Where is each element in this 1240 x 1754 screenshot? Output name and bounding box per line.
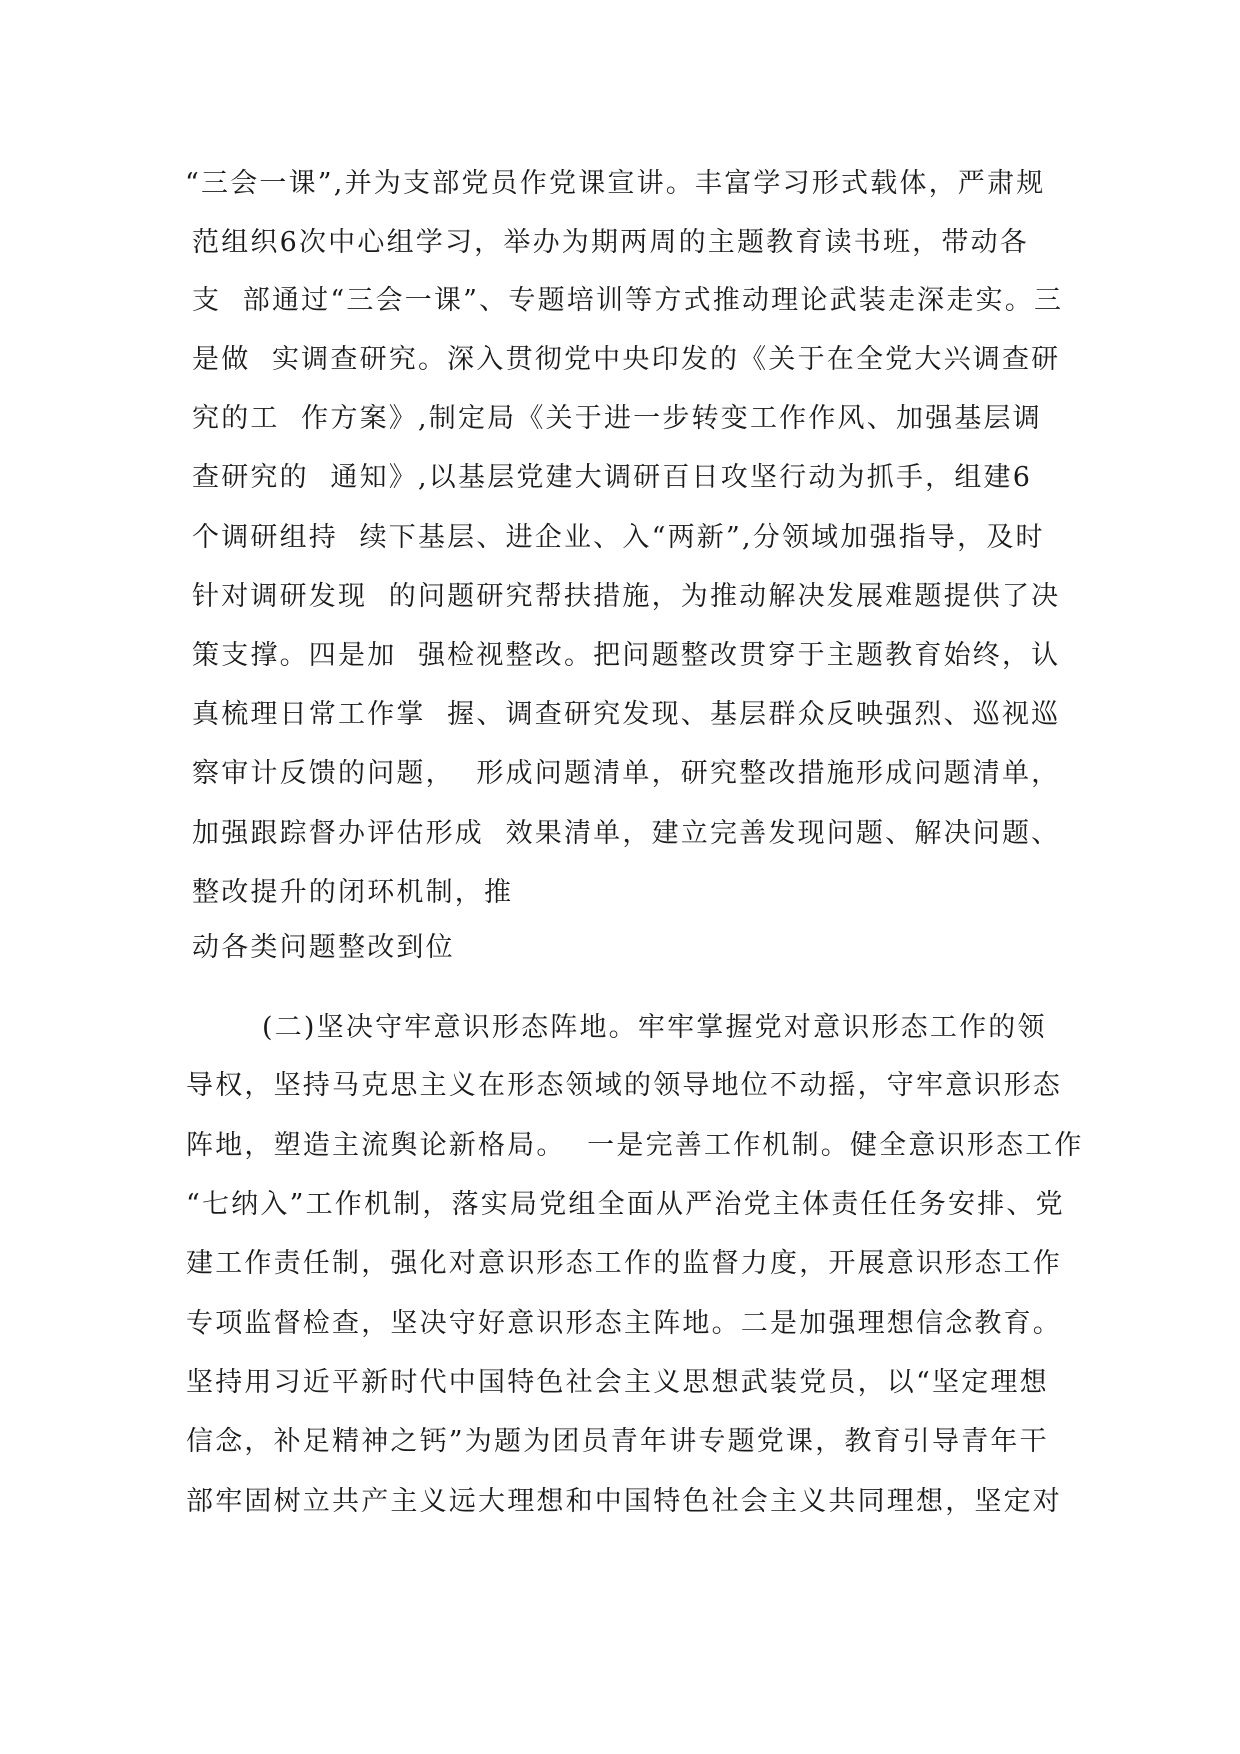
text-line: 建工作责任制，强化对意识形态工作的监督力度，开展意识形态工作	[186, 1248, 1062, 1279]
text-line: 是做 实调查研究。深入贯彻党中央印发的《关于在全党大兴调查研	[192, 344, 1061, 375]
text-line: 整改提升的闭环机制，推	[192, 877, 514, 908]
text-line: 信念，补足精神之钙”为题为团员青年讲专题党课，教育引导青年干	[186, 1426, 1049, 1457]
text-line: 阵地，塑造主流舆论新格局。 一是完善工作机制。健全意识形态工作	[186, 1130, 1084, 1161]
text-line: 策支撑。四是加 强检视整改。把问题整改贯穿于主题教育始终，认	[192, 640, 1061, 671]
text-line: 专项监督检查，坚决守好意识形态主阵地。二是加强理想信念教育。	[186, 1308, 1062, 1339]
text-line: 针对调研发现 的问题研究帮扶措施，为推动解决发展难题提供了决	[192, 581, 1061, 612]
text-line: 范组织6次中心组学习，举办为期两周的主题教育读书班，带动各	[192, 227, 1029, 258]
text-line: 支 部通过“三会一课”、专题培训等方式推动理论武装走深走实。三	[192, 285, 1064, 316]
section-heading-line: (二)坚决守牢意识形态阵地。牢牢掌握党对意识形态工作的领	[262, 1012, 1047, 1043]
text-line: 部牢固树立共产主义远大理想和中国特色社会主义共同理想，坚定对	[186, 1486, 1062, 1517]
text-line: “七纳入”工作机制，落实局党组全面从严治党主体责任任务安排、党	[186, 1189, 1065, 1220]
text-line: 真梳理日常工作掌 握、调查研究发现、基层群众反映强烈、巡视巡	[192, 699, 1061, 730]
text-line: “三会一课”,并为支部党员作党课宣讲。丰富学习形式载体，严肃规	[185, 168, 1046, 199]
text-line: 个调研组持 续下基层、进企业、入“两新”,分领域加强指导，及时	[192, 522, 1045, 553]
text-line: 究的工 作方案》,制定局《关于进一步转变工作作风、加强基层调	[192, 403, 1042, 434]
text-line: 察审计反馈的问题， 形成问题清单，研究整改措施形成问题清单，	[192, 758, 1061, 789]
text-line: 加强跟踪督办评估形成 效果清单，建立完善发现问题、解决问题、	[192, 818, 1061, 849]
text-line: 查研究的 通知》,以基层党建大调研百日攻坚行动为抓手，组建6	[192, 462, 1033, 493]
text-line: 导权，坚持马克思主义在形态领域的领导地位不动摇，守牢意识形态	[186, 1070, 1062, 1101]
text-line: 动各类问题整改到位	[192, 932, 455, 963]
text-line: 坚持用习近平新时代中国特色社会主义思想武装党员，以“坚定理想	[186, 1367, 1049, 1398]
